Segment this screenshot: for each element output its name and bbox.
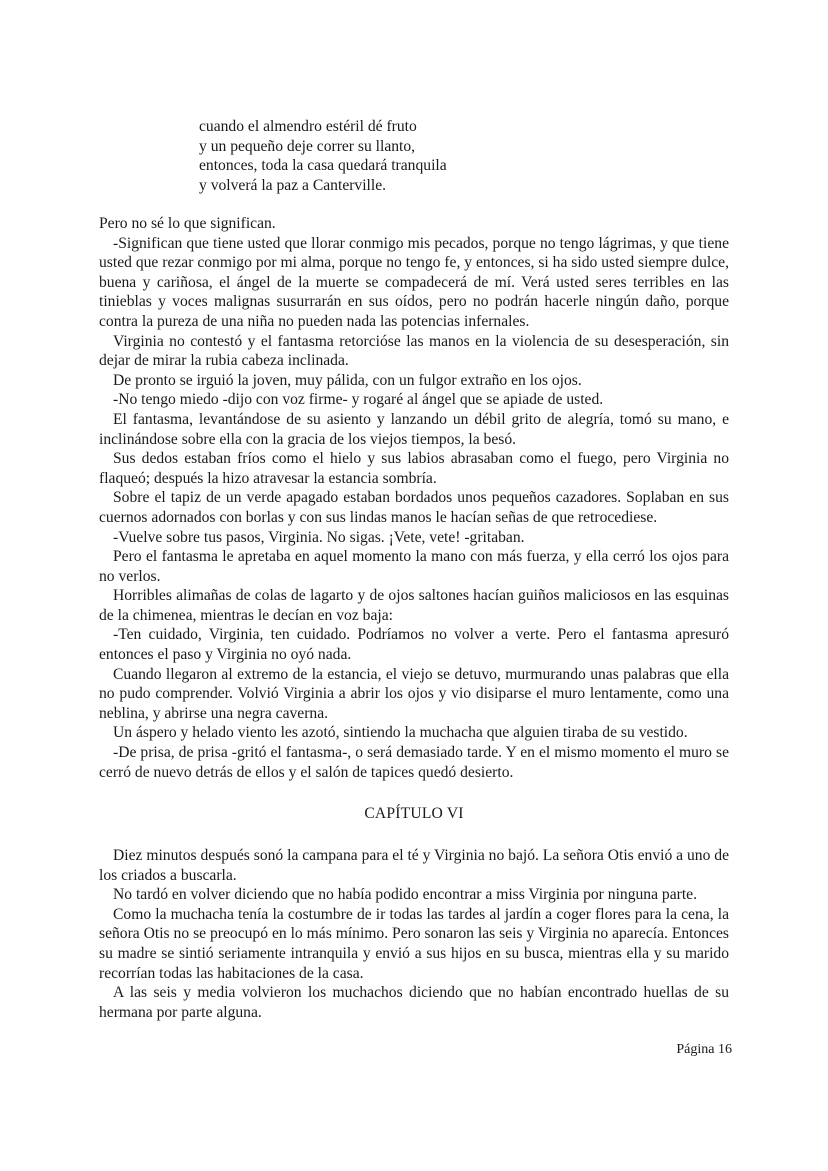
paragraph: -Vuelve sobre tus pasos, Virginia. No sigas. ¡Vete, vete! -gritaban. [113, 528, 525, 546]
page-number: Página 16 [676, 1042, 732, 1057]
paragraph: A las seis y media volvieron los muchachos diciendo que no habían encontrado huellas de su hermana por parte alguna. [99, 984, 729, 1021]
paragraph: Sus dedos estaban fríos como el hielo y sus labios abrasaban como el fuego, pero Virginia no flaqueó; después la hizo atravesar la estancia sombría. [99, 450, 729, 487]
verse-block [199, 117, 629, 195]
paragraph: -Significan que tiene usted que llorar conmigo mis pecados, porque no tengo lágrimas, y que tiene usted que rezar conmigo por mi alma, porque no tengo fe, y entonces, si ha sido usted siempre dulce, buena y cariñosa, el ángel de la muerte se compadecerá de mí. Verá usted seres terribles en las tinieblas y voces malignas susurrarán en sus oídos, pero no podrán hacerle ningún daño, porque contra la pureza de una niña no pueden nada las potencias infernales. [99, 234, 729, 330]
paragraph: -De prisa, de prisa -gritó el fantasma-, o será demasiado tarde. Y en el mismo momento el muro se cerró de nuevo detrás de ellos y el salón de tapices quedó desierto. [99, 744, 729, 781]
paragraph: -No tengo miedo -dijo con voz firme- y rogaré al ángel que se apiade de usted. [113, 391, 604, 409]
verse-line: y un pequeño deje correr su llanto, [199, 137, 416, 155]
paragraph: Pero no sé lo que significan. [99, 215, 276, 232]
paragraph: No tardó en volver diciendo que no había podido encontrar a miss Virginia por ninguna parte. [113, 886, 697, 904]
verse-line: y volverá la paz a Canterville. [199, 176, 387, 194]
paragraph: Diez minutos después sonó la campana para el té y Virginia no bajó. La señora Otis envió a uno de los criados a buscarla. [99, 847, 730, 884]
body-text-section-1 [99, 214, 729, 782]
verse-line: entonces, toda la casa quedará tranquila [199, 157, 447, 175]
paragraph: Virginia no contestó y el fantasma retorcióse las manos en la violencia de su desesperación, sin dejar de mirar la rubia cabeza inclinada. [99, 332, 729, 370]
paragraph: Como la muchacha tenía la costumbre de ir todas las tardes al jardín a coger flores para la cena, la señora Otis no se preocupó en lo más mínimo. Pero sonaron las seis y Virginia no aparecía. Entonces su madre se sintió seriamente intranquila y envió a sus hijos en su busca, mientras ella y su marido recorrían todas las habitaciones de la casa. [99, 905, 729, 982]
paragraph: De pronto se irguió la joven, muy pálida, con un fulgor extraño en los ojos. [113, 371, 582, 389]
paragraph: Un áspero y helado viento les azotó, sintiendo la muchacha que alguien tiraba de su vestido. [113, 724, 688, 742]
paragraph: El fantasma, levantándose de su asiento y lanzando un débil grito de alegría, tomó su mano, e inclinándose sobre ella con la gracia de los viejos tiempos, la besó. [99, 410, 729, 448]
verse-line: cuando el almendro estéril dé fruto [199, 118, 417, 135]
paragraph: Sobre el tapiz de un verde apagado estaban bordados unos pequeños cazadores. Soplaban en sus cuernos adornados con borlas y con sus lindas manos le hacían señas de que retrocediese. [99, 489, 729, 526]
body-text-section-2 [99, 846, 729, 1022]
paragraph: Horribles alimañas de colas de lagarto y de ojos saltones hacían guiños maliciosos en las esquinas de la chimenea, mientras le decían en voz baja: [99, 587, 729, 624]
paragraph: Cuando llegaron al extremo de la estancia, el viejo se detuvo, murmurando unas palabras que ella no pudo comprender. Volvió Virginia a abrir los ojos y vio disiparse el muro lentamente, como una neblina, y abrirse una negra caverna. [99, 665, 729, 722]
paragraph: -Ten cuidado, Virginia, ten cuidado. Podríamos no volver a verte. Pero el fantasma apresuró entonces el paso y Virginia no oyó nada. [99, 626, 729, 664]
chapter-title: CAPÍTULO VI [364, 805, 464, 822]
paragraph: Pero el fantasma le apretaba en aquel momento la mano con más fuerza, y ella cerró los ojos para no verlos. [99, 548, 729, 585]
